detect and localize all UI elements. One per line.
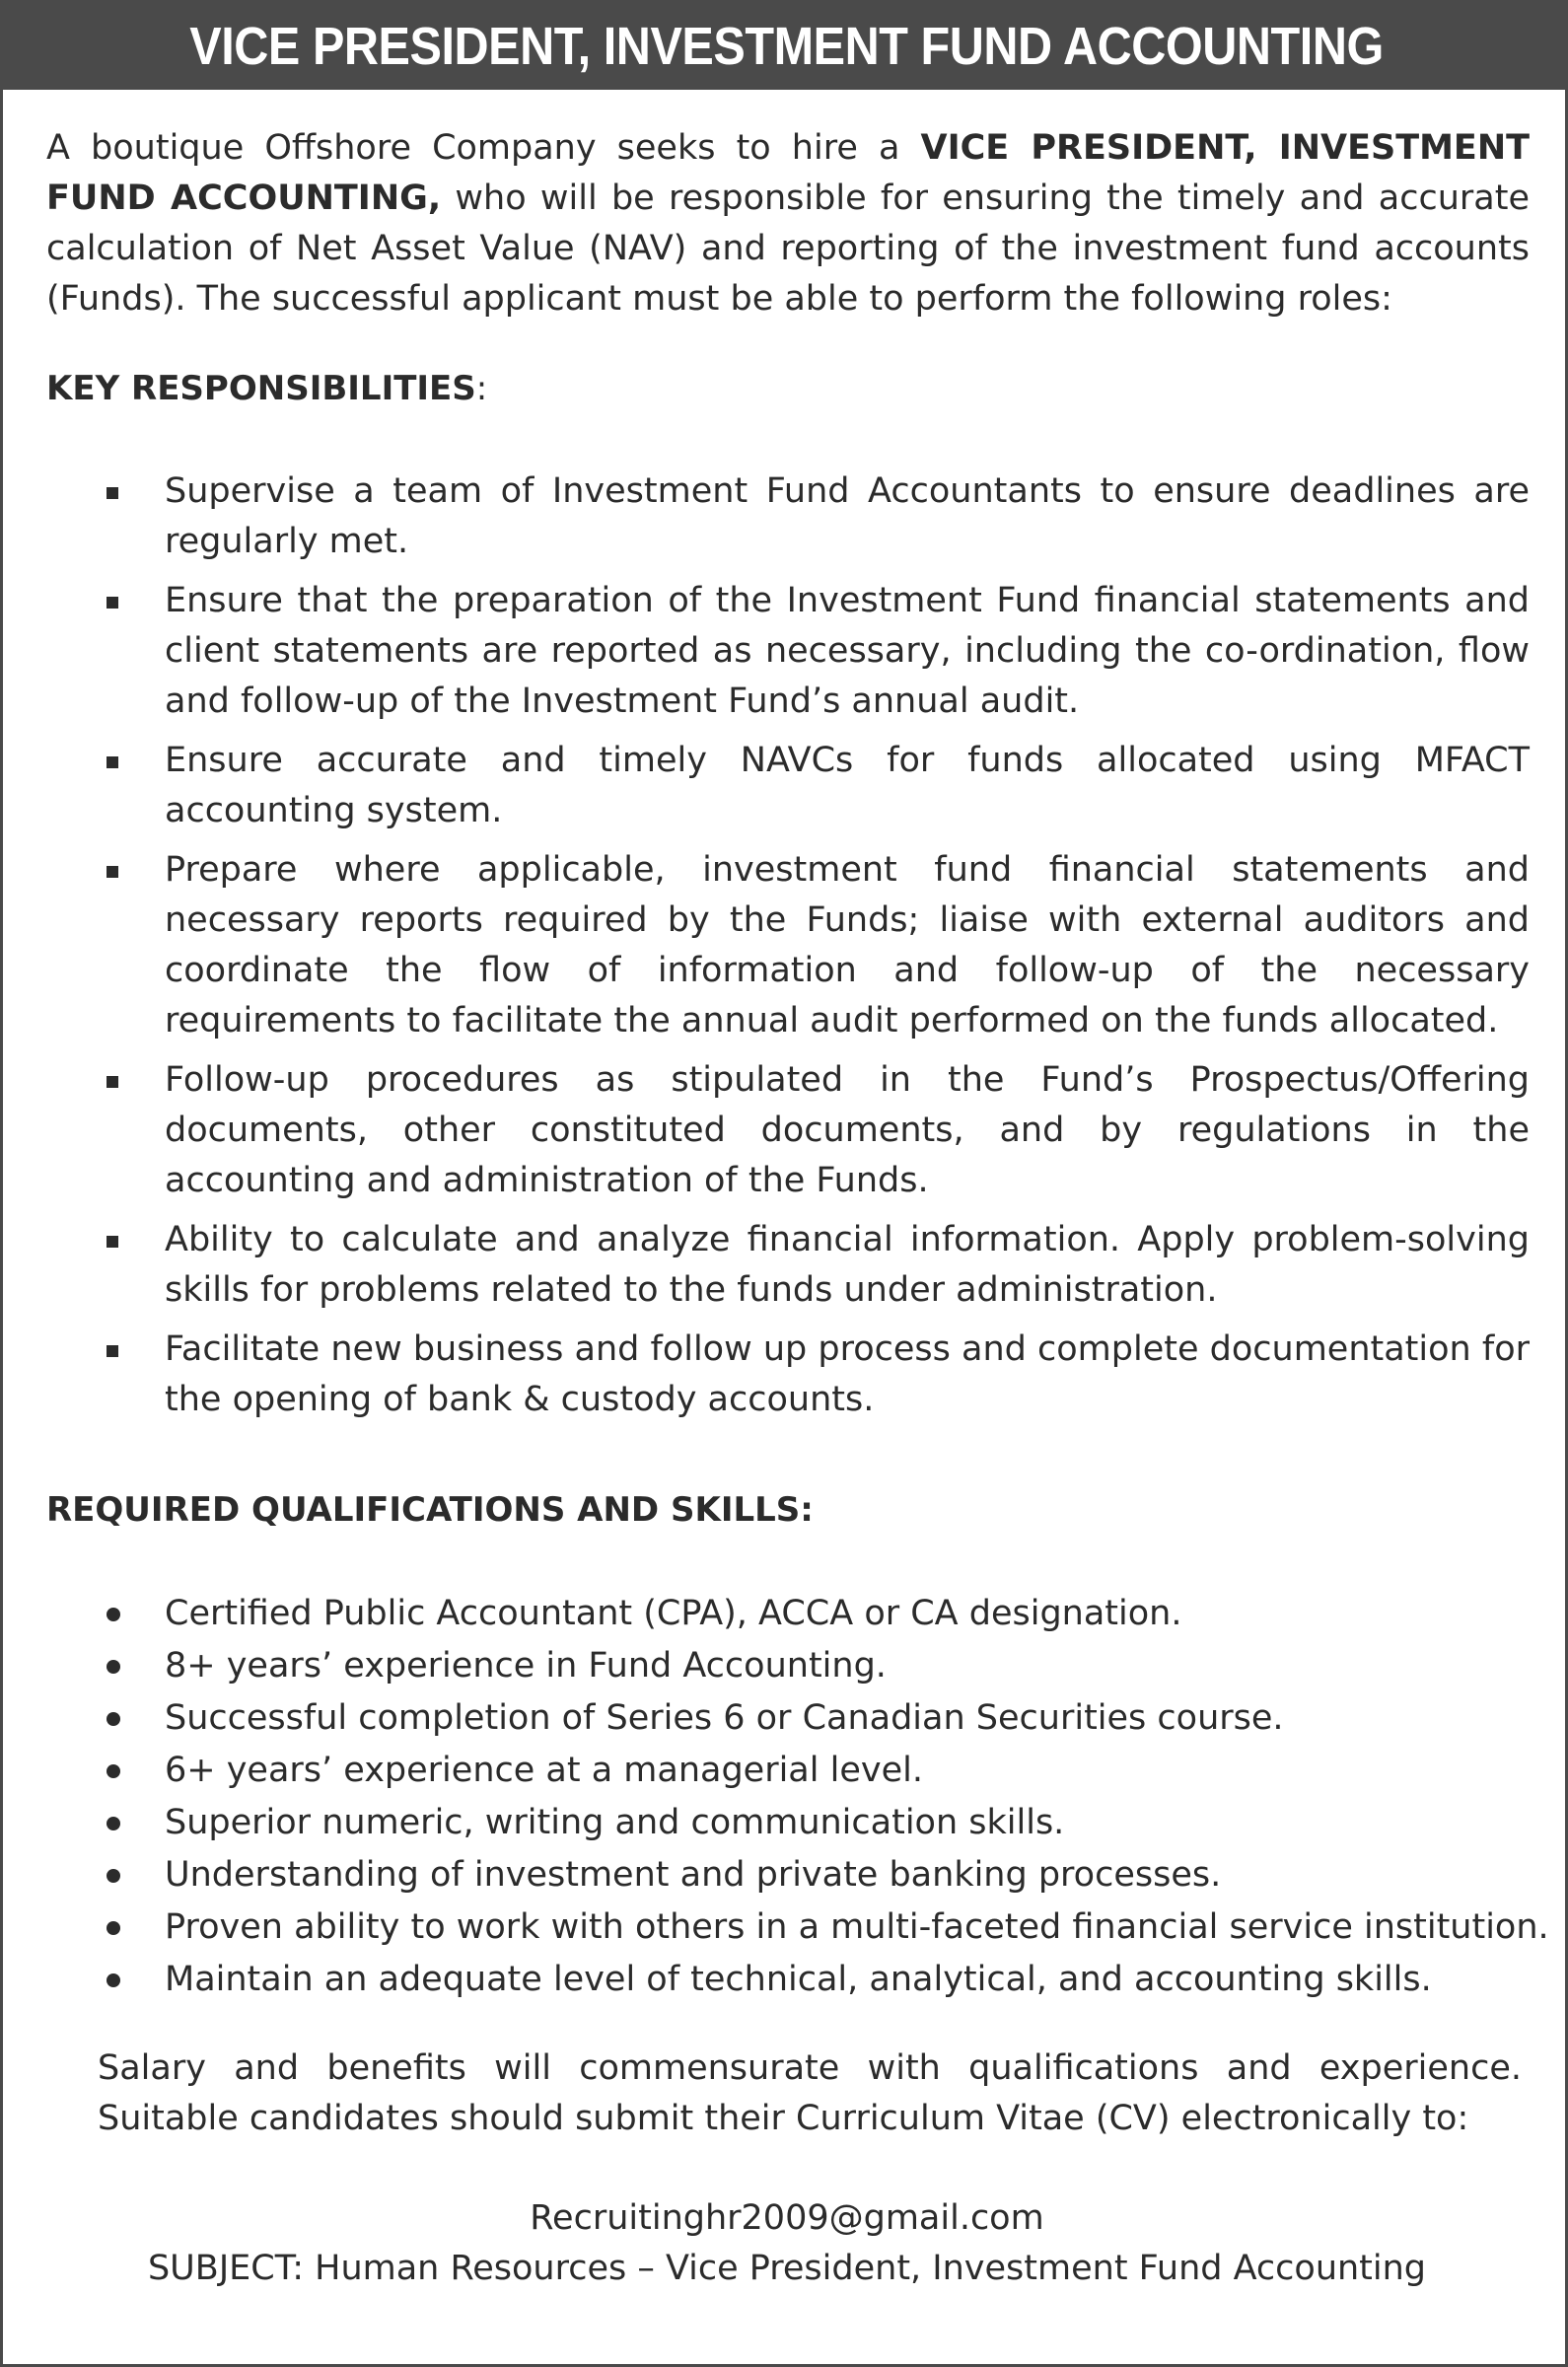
list-item: Ensure accurate and timely NAVCs for funds allocated using MFACT accounting system.: [3, 736, 1530, 836]
square-bullet-icon: [107, 866, 118, 878]
round-bullet-icon: [107, 1921, 120, 1935]
intro-paragraph: [46, 123, 1530, 324]
intro-position: VICE PRESIDENT, INVESTMENT FUND ACCOUNTING,: [46, 128, 1530, 218]
list-item: Maintain an adequate level of technical, analytical, and accounting skills.: [3, 1954, 1568, 2006]
intro-rest: who will be responsible for ensuring the timely and accurate calculation of Net Asset Value (NAV) and reporting of the investment fund accounts (Funds). The successful applicant must be able to perform the following roles:: [46, 179, 1530, 319]
square-bullet-icon: [107, 597, 118, 609]
title-banner: [3, 3, 1568, 90]
list-item: Follow-up procedures as stipulated in the Fund’s Prospectus/Offering documents, other constituted documents, and by regulations in the accounting and administration of the Funds.: [3, 1055, 1530, 1206]
responsibilities-list: [3, 466, 1568, 1434]
round-bullet-icon: [107, 1817, 120, 1830]
round-bullet-icon: [107, 1764, 120, 1778]
round-bullet-icon: [107, 1869, 120, 1883]
job-title: VICE PRESIDENT, INVESTMENT FUND ACCOUNTING: [189, 17, 1385, 76]
list-item: Ability to calculate and analyze financial information. Apply problem-solving skills for problems related to the funds under administration.: [3, 1215, 1530, 1316]
round-bullet-icon: [107, 1608, 120, 1621]
square-bullet-icon: [107, 1345, 118, 1357]
round-bullet-icon: [107, 1973, 120, 1987]
list-item: Certified Public Accountant (CPA), ACCA or CA designation.: [3, 1588, 1568, 1640]
contact-email: Recruitinghr2009@gmail.com: [530, 2198, 1044, 2238]
square-bullet-icon: [107, 487, 118, 499]
list-item: Facilitate new business and follow up process and complete documentation for the opening of bank & custody accounts.: [3, 1325, 1530, 1425]
list-item: Proven ability to work with others in a multi-faceted financial service institution.: [3, 1901, 1568, 1954]
qualifications-list: [3, 1588, 1568, 2006]
list-item: 6+ years’ experience at a managerial level.: [3, 1745, 1568, 1797]
closing-paragraph: Salary and benefits will commensurate with qualifications and experience. Suitable candidates should submit their Curriculum Vitae (CV) electronically to:: [98, 2048, 1522, 2138]
contact-block: [3, 2193, 1568, 2294]
intro-lead: A boutique Offshore Company seeks to hire a: [46, 128, 900, 168]
contact-subject: SUBJECT: Human Resources – Vice President, Investment Fund Accounting: [147, 2249, 1427, 2288]
square-bullet-icon: [107, 1236, 118, 1248]
square-bullet-icon: [107, 1076, 118, 1088]
round-bullet-icon: [107, 1660, 120, 1674]
list-item: Superior numeric, writing and communication skills.: [3, 1797, 1568, 1849]
list-item: 8+ years’ experience in Fund Accounting.: [3, 1640, 1568, 1692]
list-item: Supervise a team of Investment Fund Accountants to ensure deadlines are regularly met.: [3, 466, 1530, 567]
qualifications-heading: REQUIRED QUALIFICATIONS AND SKILLS:: [46, 1490, 814, 1530]
list-item: Prepare where applicable, investment fund financial statements and necessary reports required by the Funds; liaise with external auditors and coordinate the flow of information and follow-up of the necessary requirements to facilitate the annual audit performed on the funds allocated.: [3, 845, 1530, 1046]
list-item: Ensure that the preparation of the Investment Fund financial statements and client statements are reported as necessary, including the co-ordination, flow and follow-up of the Investment Fund’s annual audit.: [3, 576, 1530, 727]
responsibilities-heading: KEY RESPONSIBILITIES:: [46, 369, 488, 408]
round-bullet-icon: [107, 1712, 120, 1726]
square-bullet-icon: [107, 756, 118, 768]
list-item: Understanding of investment and private banking processes.: [3, 1849, 1568, 1901]
list-item: Successful completion of Series 6 or Canadian Securities course.: [3, 1692, 1568, 1745]
